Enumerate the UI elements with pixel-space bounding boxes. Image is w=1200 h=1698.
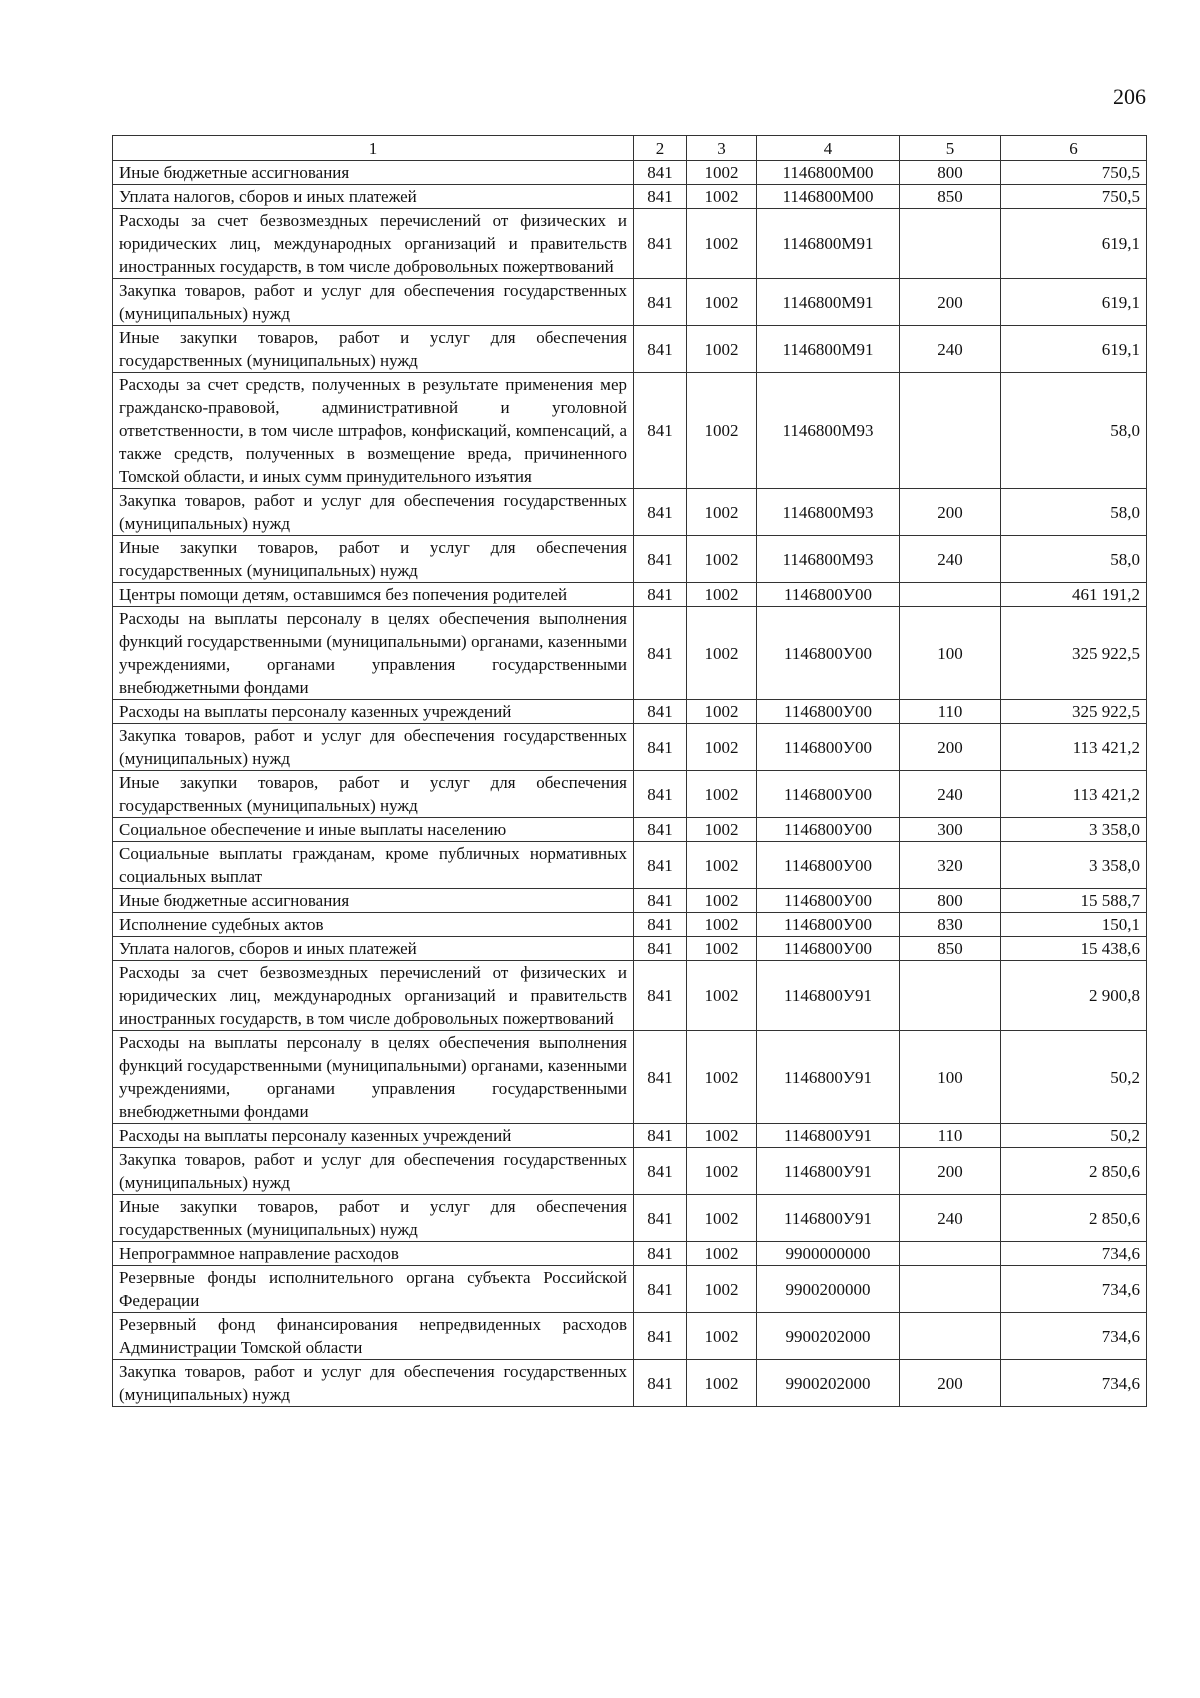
row-section-code: 1002	[687, 326, 757, 373]
row-ved-code: 841	[634, 818, 687, 842]
row-amount: 113 421,2	[1001, 724, 1147, 771]
row-ved-code: 841	[634, 489, 687, 536]
row-target-code: 1146800У00	[757, 818, 900, 842]
row-section-code: 1002	[687, 1266, 757, 1313]
row-target-code: 1146800У91	[757, 1124, 900, 1148]
row-name: Расходы за счет безвозмездных перечислений от физических и юридических лиц, международных организаций и правительств иностранных государств, в том числе добровольных пожертвований	[113, 209, 634, 279]
row-ved-code: 841	[634, 161, 687, 185]
row-amount: 50,2	[1001, 1124, 1147, 1148]
row-name: Расходы за счет средств, полученных в результате применения мер гражданско-правовой, административной и уголовной ответственности, в том числе штрафов, конфискаций, компенсаций, а также средств, полученных в возмещение вреда, причиненного Томской области, и иных сумм принудительного изъятия	[113, 373, 634, 489]
row-amount: 734,6	[1001, 1266, 1147, 1313]
row-section-code: 1002	[687, 1148, 757, 1195]
row-amount: 2 900,8	[1001, 961, 1147, 1031]
table-row	[113, 536, 1147, 583]
row-amount: 150,1	[1001, 913, 1147, 937]
table-row	[113, 161, 1147, 185]
row-target-code: 1146800У00	[757, 583, 900, 607]
row-amount: 325 922,5	[1001, 700, 1147, 724]
header-row	[113, 136, 1147, 161]
row-expense-type	[900, 373, 1001, 489]
row-expense-type: 800	[900, 889, 1001, 913]
row-target-code: 1146800У00	[757, 842, 900, 889]
row-expense-type: 240	[900, 1195, 1001, 1242]
table-row	[113, 889, 1147, 913]
table-row	[113, 583, 1147, 607]
table-row	[113, 1148, 1147, 1195]
row-amount: 3 358,0	[1001, 842, 1147, 889]
row-ved-code: 841	[634, 1148, 687, 1195]
row-expense-type	[900, 209, 1001, 279]
row-expense-type: 200	[900, 279, 1001, 326]
row-name: Расходы на выплаты персоналу в целях обеспечения выполнения функций государственными (муниципальными) органами, казенными учреждениями, органами управления государственными внебюджетными фондами	[113, 607, 634, 700]
page-number: 206	[1113, 84, 1146, 109]
row-target-code: 1146800У91	[757, 1148, 900, 1195]
row-section-code: 1002	[687, 1195, 757, 1242]
table-row	[113, 1195, 1147, 1242]
row-section-code: 1002	[687, 279, 757, 326]
row-expense-type: 100	[900, 607, 1001, 700]
table-row	[113, 1031, 1147, 1124]
row-target-code: 1146800У91	[757, 1031, 900, 1124]
row-expense-type: 100	[900, 1031, 1001, 1124]
row-target-code: 1146800М00	[757, 185, 900, 209]
row-expense-type	[900, 961, 1001, 1031]
row-amount: 619,1	[1001, 209, 1147, 279]
row-amount: 58,0	[1001, 489, 1147, 536]
row-target-code: 1146800М00	[757, 161, 900, 185]
row-target-code: 1146800М93	[757, 373, 900, 489]
row-name: Расходы на выплаты персоналу казенных учреждений	[113, 1124, 634, 1148]
table-row	[113, 279, 1147, 326]
row-ved-code: 841	[634, 1195, 687, 1242]
row-name: Иные закупки товаров, работ и услуг для обеспечения государственных (муниципальных) нужд	[113, 536, 634, 583]
row-amount: 619,1	[1001, 326, 1147, 373]
row-amount: 750,5	[1001, 185, 1147, 209]
row-section-code: 1002	[687, 209, 757, 279]
table-row	[113, 700, 1147, 724]
row-section-code: 1002	[687, 1242, 757, 1266]
row-expense-type	[900, 1313, 1001, 1360]
row-section-code: 1002	[687, 489, 757, 536]
row-name: Резервный фонд финансирования непредвиденных расходов Администрации Томской области	[113, 1313, 634, 1360]
row-section-code: 1002	[687, 607, 757, 700]
row-name: Закупка товаров, работ и услуг для обеспечения государственных (муниципальных) нужд	[113, 724, 634, 771]
row-section-code: 1002	[687, 185, 757, 209]
row-amount: 734,6	[1001, 1313, 1147, 1360]
row-ved-code: 841	[634, 937, 687, 961]
table-row	[113, 373, 1147, 489]
row-ved-code: 841	[634, 185, 687, 209]
row-name: Исполнение судебных актов	[113, 913, 634, 937]
row-target-code: 1146800У00	[757, 937, 900, 961]
row-name: Уплата налогов, сборов и иных платежей	[113, 185, 634, 209]
row-section-code: 1002	[687, 1360, 757, 1407]
row-ved-code: 841	[634, 889, 687, 913]
header-col-3: 3	[687, 136, 757, 161]
row-section-code: 1002	[687, 161, 757, 185]
row-name: Закупка товаров, работ и услуг для обеспечения государственных (муниципальных) нужд	[113, 1360, 634, 1407]
row-name: Закупка товаров, работ и услуг для обеспечения государственных (муниципальных) нужд	[113, 279, 634, 326]
row-section-code: 1002	[687, 1124, 757, 1148]
row-target-code: 1146800У00	[757, 607, 900, 700]
row-target-code: 1146800У00	[757, 700, 900, 724]
row-ved-code: 841	[634, 1242, 687, 1266]
row-name: Расходы на выплаты персоналу в целях обеспечения выполнения функций государственными (муниципальными) органами, казенными учреждениями, органами управления государственными внебюджетными фондами	[113, 1031, 634, 1124]
table-row	[113, 1242, 1147, 1266]
row-amount: 3 358,0	[1001, 818, 1147, 842]
row-section-code: 1002	[687, 1031, 757, 1124]
row-name: Иные закупки товаров, работ и услуг для обеспечения государственных (муниципальных) нужд	[113, 771, 634, 818]
row-ved-code: 841	[634, 913, 687, 937]
table-row	[113, 724, 1147, 771]
table-row	[113, 185, 1147, 209]
row-expense-type: 240	[900, 326, 1001, 373]
row-name: Социальные выплаты гражданам, кроме публичных нормативных социальных выплат	[113, 842, 634, 889]
table-row	[113, 771, 1147, 818]
row-ved-code: 841	[634, 1360, 687, 1407]
row-ved-code: 841	[634, 724, 687, 771]
row-ved-code: 841	[634, 607, 687, 700]
table-row	[113, 607, 1147, 700]
table-row	[113, 842, 1147, 889]
row-target-code: 1146800У91	[757, 961, 900, 1031]
row-ved-code: 841	[634, 583, 687, 607]
row-section-code: 1002	[687, 1313, 757, 1360]
row-section-code: 1002	[687, 913, 757, 937]
table-row	[113, 937, 1147, 961]
row-ved-code: 841	[634, 1266, 687, 1313]
row-ved-code: 841	[634, 279, 687, 326]
row-expense-type: 800	[900, 161, 1001, 185]
row-amount: 325 922,5	[1001, 607, 1147, 700]
row-name: Социальное обеспечение и иные выплаты населению	[113, 818, 634, 842]
table-row	[113, 326, 1147, 373]
row-section-code: 1002	[687, 536, 757, 583]
row-target-code: 1146800У00	[757, 724, 900, 771]
row-target-code: 1146800У00	[757, 771, 900, 818]
row-ved-code: 841	[634, 536, 687, 583]
row-section-code: 1002	[687, 937, 757, 961]
row-name: Иные бюджетные ассигнования	[113, 161, 634, 185]
row-target-code: 1146800М93	[757, 489, 900, 536]
row-expense-type: 320	[900, 842, 1001, 889]
row-name: Расходы за счет безвозмездных перечислений от физических и юридических лиц, международных организаций и правительств иностранных государств, в том числе добровольных пожертвований	[113, 961, 634, 1031]
budget-table	[112, 135, 1147, 1407]
table-body	[113, 161, 1147, 1407]
row-expense-type: 850	[900, 185, 1001, 209]
row-expense-type: 110	[900, 700, 1001, 724]
row-section-code: 1002	[687, 842, 757, 889]
row-ved-code: 841	[634, 700, 687, 724]
table-row	[113, 913, 1147, 937]
row-amount: 619,1	[1001, 279, 1147, 326]
row-section-code: 1002	[687, 700, 757, 724]
row-section-code: 1002	[687, 771, 757, 818]
table-row	[113, 1360, 1147, 1407]
row-expense-type	[900, 583, 1001, 607]
row-amount: 15 588,7	[1001, 889, 1147, 913]
table-header	[113, 136, 1147, 161]
row-expense-type: 200	[900, 1360, 1001, 1407]
row-amount: 461 191,2	[1001, 583, 1147, 607]
table-row	[113, 1313, 1147, 1360]
table-row	[113, 1124, 1147, 1148]
row-amount: 15 438,6	[1001, 937, 1147, 961]
row-expense-type: 850	[900, 937, 1001, 961]
row-expense-type: 110	[900, 1124, 1001, 1148]
row-amount: 2 850,6	[1001, 1195, 1147, 1242]
table-row	[113, 961, 1147, 1031]
row-ved-code: 841	[634, 373, 687, 489]
row-amount: 113 421,2	[1001, 771, 1147, 818]
row-target-code: 9900202000	[757, 1360, 900, 1407]
row-amount: 734,6	[1001, 1360, 1147, 1407]
header-col-6: 6	[1001, 136, 1147, 161]
row-section-code: 1002	[687, 724, 757, 771]
row-expense-type	[900, 1266, 1001, 1313]
row-expense-type: 300	[900, 818, 1001, 842]
row-target-code: 1146800М93	[757, 536, 900, 583]
row-target-code: 1146800М91	[757, 209, 900, 279]
header-col-5: 5	[900, 136, 1001, 161]
header-col-1: 1	[113, 136, 634, 161]
row-expense-type	[900, 1242, 1001, 1266]
table-row	[113, 489, 1147, 536]
row-ved-code: 841	[634, 1031, 687, 1124]
row-section-code: 1002	[687, 373, 757, 489]
row-expense-type: 240	[900, 771, 1001, 818]
row-name: Непрограммное направление расходов	[113, 1242, 634, 1266]
row-name: Расходы на выплаты персоналу казенных учреждений	[113, 700, 634, 724]
row-target-code: 1146800У00	[757, 913, 900, 937]
row-target-code: 1146800У91	[757, 1195, 900, 1242]
row-section-code: 1002	[687, 889, 757, 913]
row-ved-code: 841	[634, 1313, 687, 1360]
row-target-code: 1146800М91	[757, 279, 900, 326]
row-amount: 58,0	[1001, 373, 1147, 489]
table-row	[113, 209, 1147, 279]
row-ved-code: 841	[634, 961, 687, 1031]
row-amount: 750,5	[1001, 161, 1147, 185]
row-amount: 2 850,6	[1001, 1148, 1147, 1195]
row-amount: 58,0	[1001, 536, 1147, 583]
row-ved-code: 841	[634, 209, 687, 279]
row-ved-code: 841	[634, 842, 687, 889]
row-name: Резервные фонды исполнительного органа субъекта Российской Федерации	[113, 1266, 634, 1313]
table-row	[113, 818, 1147, 842]
row-expense-type: 240	[900, 536, 1001, 583]
row-expense-type: 830	[900, 913, 1001, 937]
row-ved-code: 841	[634, 771, 687, 818]
row-name: Иные закупки товаров, работ и услуг для обеспечения государственных (муниципальных) нужд	[113, 326, 634, 373]
row-name: Уплата налогов, сборов и иных платежей	[113, 937, 634, 961]
row-expense-type: 200	[900, 1148, 1001, 1195]
header-col-4: 4	[757, 136, 900, 161]
row-target-code: 9900202000	[757, 1313, 900, 1360]
row-ved-code: 841	[634, 1124, 687, 1148]
row-target-code: 1146800У00	[757, 889, 900, 913]
row-section-code: 1002	[687, 583, 757, 607]
row-expense-type: 200	[900, 724, 1001, 771]
row-section-code: 1002	[687, 961, 757, 1031]
row-name: Иные закупки товаров, работ и услуг для обеспечения государственных (муниципальных) нужд	[113, 1195, 634, 1242]
row-name: Иные бюджетные ассигнования	[113, 889, 634, 913]
row-name: Центры помощи детям, оставшимся без попечения родителей	[113, 583, 634, 607]
row-amount: 734,6	[1001, 1242, 1147, 1266]
row-section-code: 1002	[687, 818, 757, 842]
row-amount: 50,2	[1001, 1031, 1147, 1124]
row-ved-code: 841	[634, 326, 687, 373]
row-target-code: 1146800М91	[757, 326, 900, 373]
row-expense-type: 200	[900, 489, 1001, 536]
header-col-2: 2	[634, 136, 687, 161]
row-target-code: 9900200000	[757, 1266, 900, 1313]
row-name: Закупка товаров, работ и услуг для обеспечения государственных (муниципальных) нужд	[113, 489, 634, 536]
row-name: Закупка товаров, работ и услуг для обеспечения государственных (муниципальных) нужд	[113, 1148, 634, 1195]
row-target-code: 9900000000	[757, 1242, 900, 1266]
table-row	[113, 1266, 1147, 1313]
